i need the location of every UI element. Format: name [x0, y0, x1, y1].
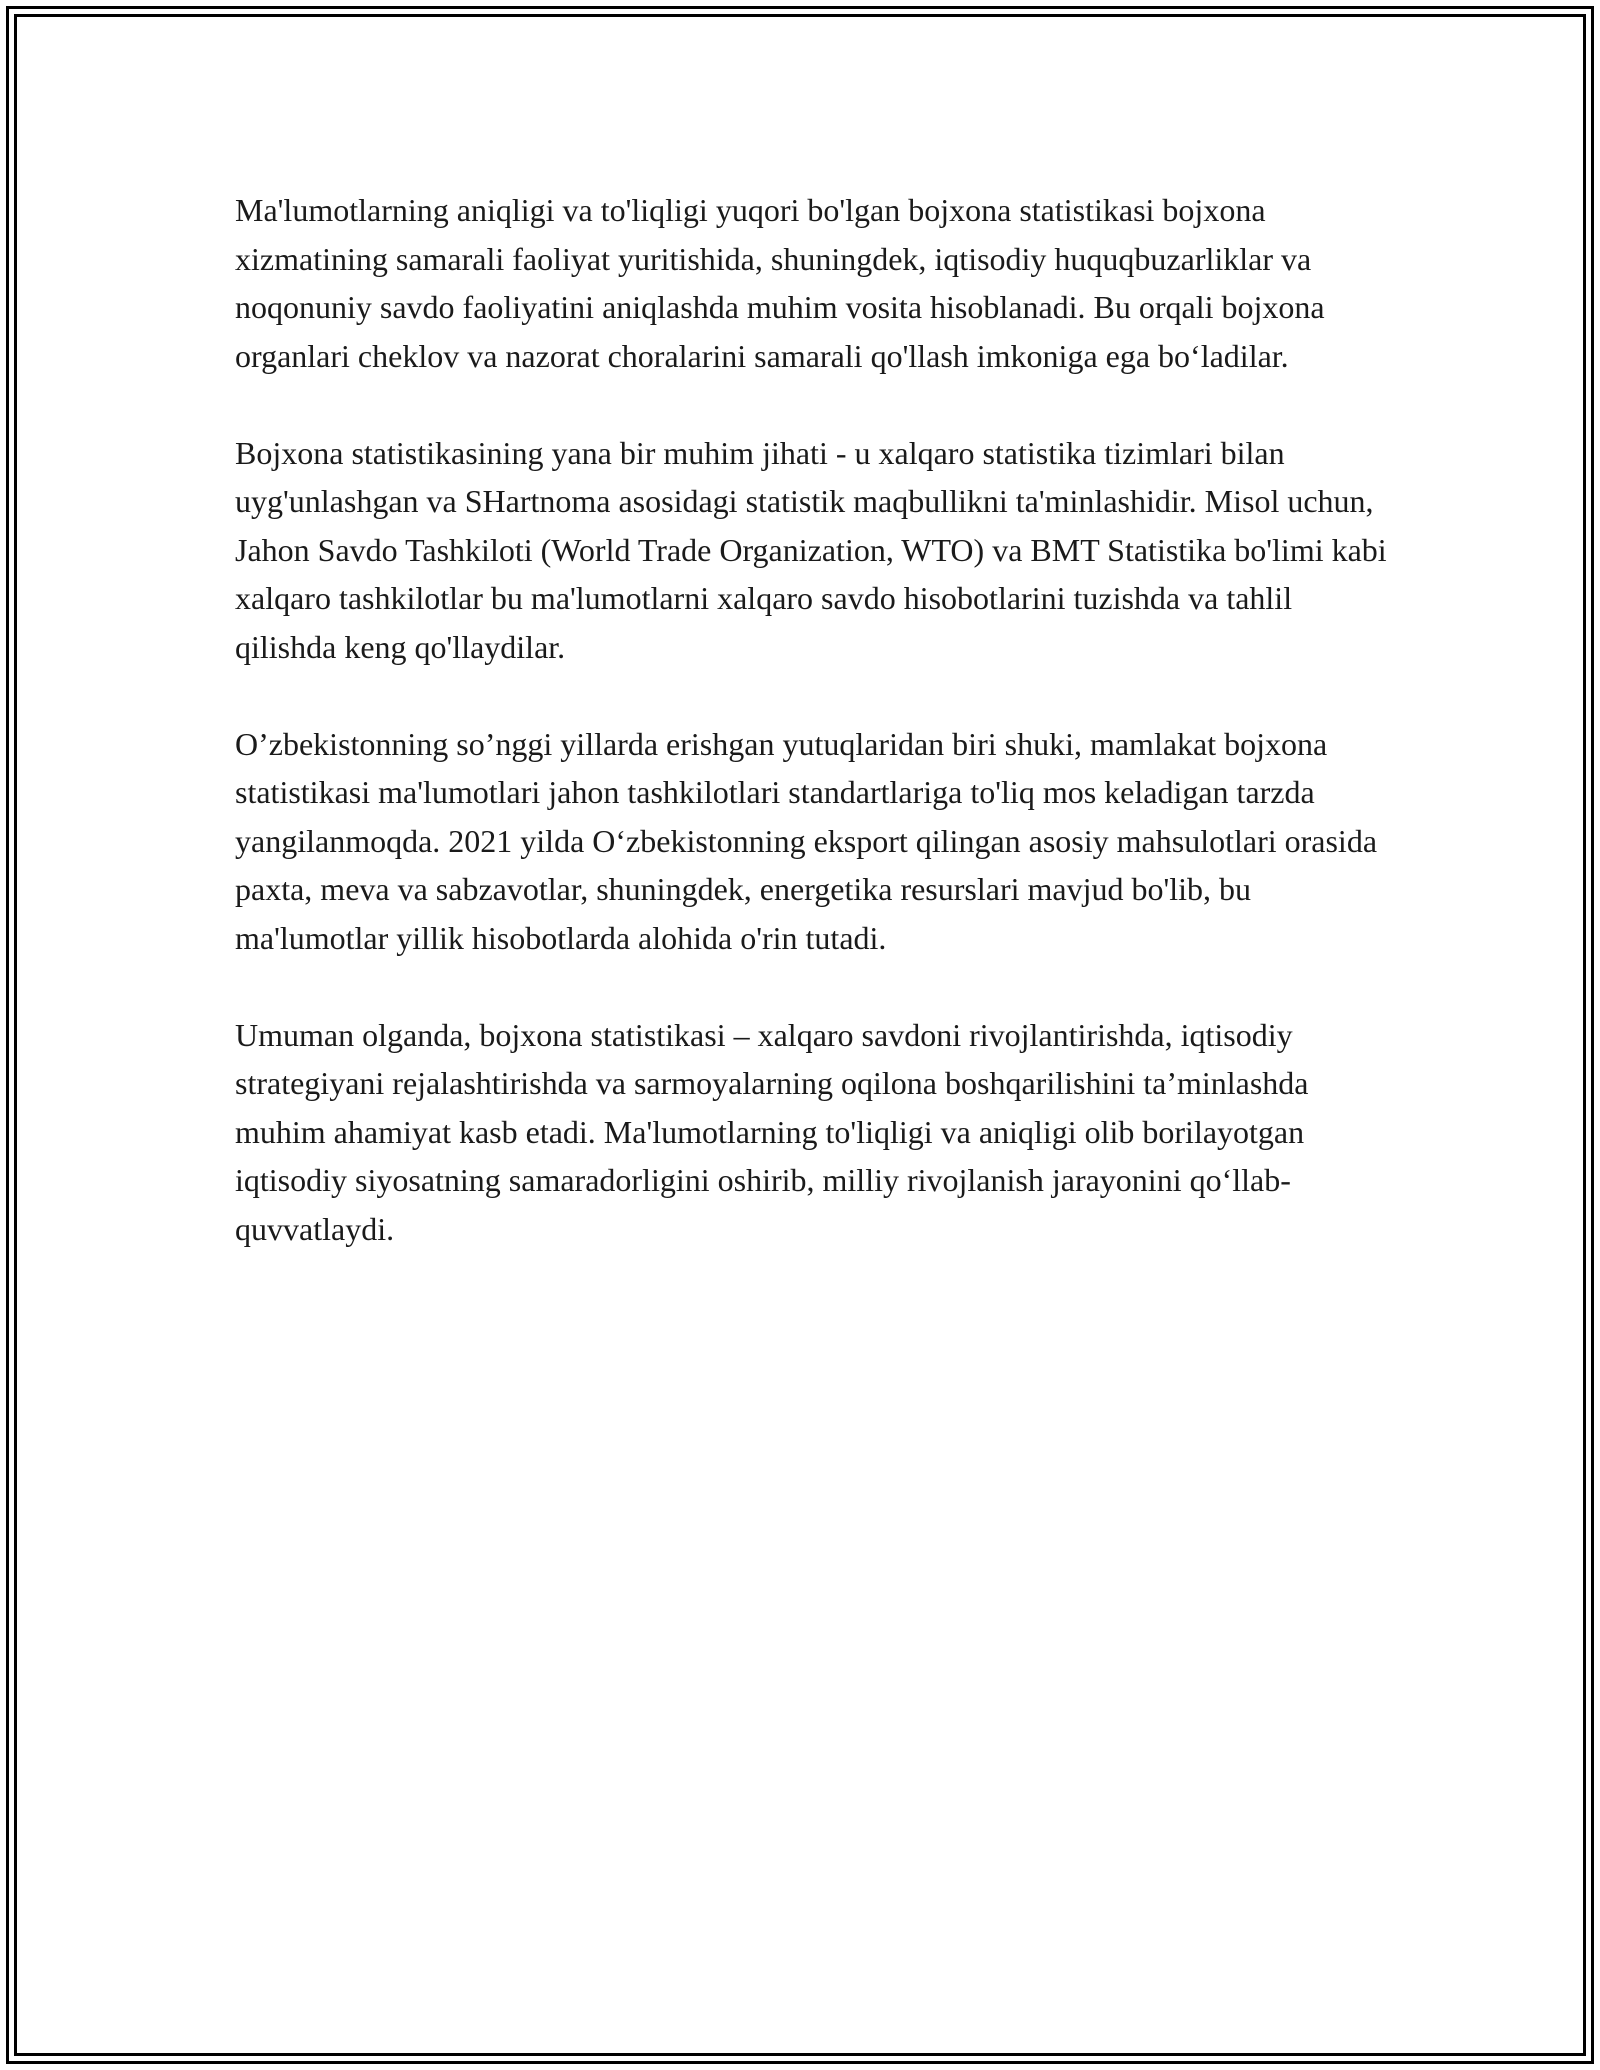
- paragraph-4: Umuman olganda, bojxona statistikasi – xalqaro savdoni rivojlantirishda, iqtisodiy strategiyani rejalashtirishda va sarmoyalarning oqilona boshqarilishini ta’minlashda muhim ahamiyat kasb etadi. Ma'lumotlarning to'liqligi va aniqligi olib borilayotgan iqtisodiy siyosatning samaradorligini oshirib, milliy rivojlanish jarayonini qo‘llab-quvvatlaydi.: [235, 1016, 1309, 1247]
- paragraph-2: Bojxona statistikasining yana bir muhim jihati - u xalqaro statistika tizimlari bilan uyg'unlashgan va SHartnoma asosidagi statistik maqbullikni ta'minlashidir. Misol uchun, Jahon Savdo Tashkiloti (World Trade Organization, WTO) va BMT Statistika bo'limi kabi xalqaro tashkilotlar bu ma'lumotlarni xalqaro savdo hisobotlarini tuzishda va tahlil qilishda keng qo'llaydilar.: [235, 434, 1387, 665]
- document-body: [235, 186, 1395, 1302]
- paragraph-3: O’zbekistonning so’nggi yillarda erishgan yutuqlaridan biri shuki, mamlakat bojxona statistikasi ma'lumotlari jahon tashkilotlari standartlariga to'liq mos keladigan tarzda yangilanmoqda. 2021 yilda O‘zbekistonning eksport qilingan asosiy mahsulotlari orasida paxta, meva va sabzavotlar, shuningdek, energetika resurslari mavjud bo'lib, bu ma'lumotlar yillik hisobotlarda alohida o'rin tutadi.: [235, 725, 1378, 956]
- paragraph-1: Ma'lumotlarning aniqligi va to'liqligi yuqori bo'lgan bojxona statistikasi bojxona xizmatining samarali faoliyat yuritishida, shuningdek, iqtisodiy huquqbuzarliklar va noqonuniy savdo faoliyatini aniqlashda muhim vosita hisoblanadi. Bu orqali bojxona organlari cheklov va nazorat choralarini samarali qo'llash imkoniga ega bo‘ladilar.: [235, 192, 1325, 374]
